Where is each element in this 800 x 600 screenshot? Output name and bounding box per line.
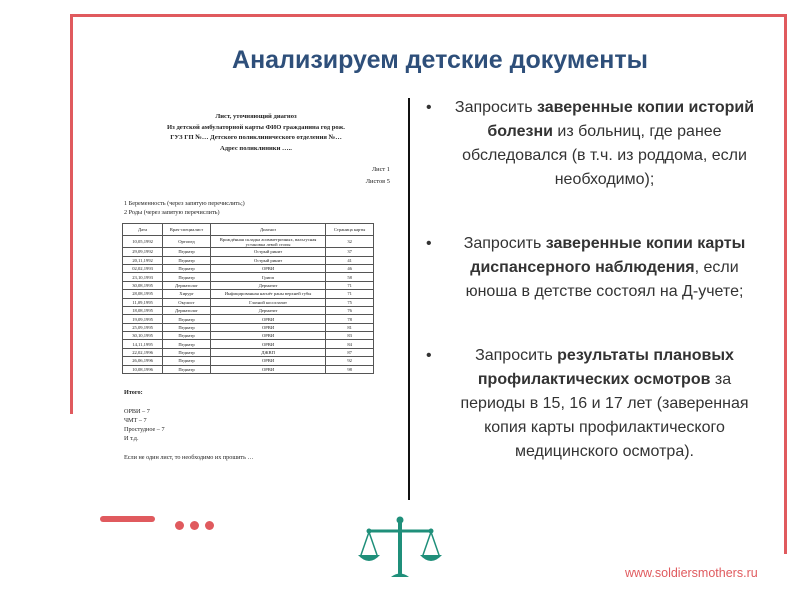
document-table-cell: Педиатр: [163, 315, 211, 323]
document-table-cell: 10,05,1992: [123, 236, 163, 248]
document-list-item: 1 Беременность (через запятую перечислить;): [124, 200, 245, 207]
document-table-row: [123, 248, 374, 256]
document-table-cell: Окулист: [163, 298, 211, 306]
document-table-row: [123, 323, 374, 331]
scales-of-justice-icon: [355, 515, 445, 585]
document-table-cell: 71: [326, 290, 374, 298]
document-table-cell: 83: [326, 332, 374, 340]
document-table-cell: Дерматит: [210, 281, 325, 289]
document-table-cell: Дерматолог: [163, 306, 211, 314]
document-table-cell: Педиатр: [163, 332, 211, 340]
document-table-cell: 46: [326, 264, 374, 272]
document-table-row: [123, 348, 374, 356]
document-table-header: Диагноз: [210, 224, 325, 236]
bullet-text-pre: Запросить: [454, 99, 537, 116]
document-table-cell: 32: [326, 236, 374, 248]
document-table-cell: Ортопед: [163, 236, 211, 248]
document-table-cell: 87: [326, 348, 374, 356]
document-table-row: [123, 315, 374, 323]
document-table-cell: 58: [326, 273, 374, 281]
document-table: [122, 223, 374, 374]
bullet-text-bold: заверенные копии историй болезни: [487, 99, 755, 140]
document-table-header-row: [123, 224, 374, 236]
document-table-cell: 23,10,1993: [123, 273, 163, 281]
document-table-cell: 98: [326, 365, 374, 373]
document-summary-line: ОРВИ – 7: [124, 408, 150, 416]
document-table-cell: Глазной косоглазит: [210, 298, 325, 306]
document-table-cell: 75: [326, 298, 374, 306]
document-table-row: [123, 298, 374, 306]
document-table-cell: Педиатр: [163, 248, 211, 256]
document-table-cell: Дерматит: [210, 306, 325, 314]
slide-title: Анализируем детские документы: [232, 46, 648, 74]
document-table-header: Страница карты: [326, 224, 374, 236]
bullet-dot-icon: •: [426, 347, 432, 364]
document-table-cell: 25,09,1995: [123, 323, 163, 331]
slide-frame-left-edge: [70, 14, 73, 414]
bullet-dot-icon: •: [426, 235, 432, 252]
document-header-line: Из детской амбулаторной карты ФИО гражданина год рож.: [167, 123, 345, 131]
document-table-row: [123, 281, 374, 289]
document-summary-line: Простудное – 7: [124, 426, 165, 434]
document-table-row: [123, 273, 374, 281]
document-table-cell: ДЖВП: [210, 348, 325, 356]
document-table-header: Дата: [123, 224, 163, 236]
document-table-cell: 14,11,1995: [123, 340, 163, 348]
document-table-row: [123, 365, 374, 373]
document-table-cell: Педиатр: [163, 365, 211, 373]
accent-dot: [175, 521, 184, 530]
bullet-text-bold: заверенные копии карты диспансерного наблюдения: [470, 235, 746, 276]
document-table-cell: Грипп: [210, 273, 325, 281]
bullet-text-post: из больниц, где ранее обследовался (в т.ч. из роддома, если необходимо);: [462, 123, 747, 188]
document-table-cell: ОРВИ: [210, 264, 325, 272]
document-list: [112, 200, 400, 217]
document-table-cell: ОРВИ: [210, 315, 325, 323]
accent-dot: [190, 521, 199, 530]
accent-dots: [175, 521, 214, 530]
document-table-row: [123, 256, 374, 264]
document-table-cell: Инфицированная нагнёт раны верхней губы: [210, 290, 325, 298]
document-table-cell: Педиатр: [163, 273, 211, 281]
document-table-cell: ОРВИ: [210, 357, 325, 365]
document-table-cell: Хирург: [163, 290, 211, 298]
document-summary: [112, 388, 400, 462]
document-table-cell: 71: [326, 281, 374, 289]
document-table-row: [123, 236, 374, 248]
document-table-cell: 26,06,1996: [123, 357, 163, 365]
document-table-cell: 29,09,1992: [123, 248, 163, 256]
document-table-cell: 19,09,1995: [123, 315, 163, 323]
bullet-text-pre: Запросить: [463, 235, 546, 252]
document-note: Если не один лист, то необходимо их прошить …: [124, 454, 254, 462]
bullet-item: [420, 232, 765, 304]
document-table-row: [123, 290, 374, 298]
document-table-cell: 10,08,1996: [123, 365, 163, 373]
document-table-cell: 76: [326, 306, 374, 314]
document-table-cell: Педиатр: [163, 256, 211, 264]
bullet-text-post: за периоды в 15, 16 и 17 лет (заверенная копия карты профилактического медицинского осмотра).: [460, 371, 749, 460]
document-table-row: [123, 357, 374, 365]
document-table-cell: Дерматолог: [163, 281, 211, 289]
document-table-cell: 92: [326, 357, 374, 365]
document-table-cell: 37: [326, 248, 374, 256]
document-table-cell: 84: [326, 340, 374, 348]
bullet-item: [420, 96, 765, 192]
document-header-line: Адрес поликлиники …..: [220, 144, 292, 152]
accent-bar: [100, 516, 155, 522]
document-table-cell: Врождённая складка асимметричных, вальгусная установка левой стопы: [210, 236, 325, 248]
document-table-cell: 78: [326, 315, 374, 323]
document-table-header: Врач-специалист: [163, 224, 211, 236]
document-summary-title: Итого:: [124, 389, 143, 397]
document-table-cell: 81: [326, 323, 374, 331]
document-table-cell: 22,02,1996: [123, 348, 163, 356]
bullet-item: [420, 344, 765, 464]
document-table-cell: 20,11,1992: [123, 256, 163, 264]
document-table-cell: 41: [326, 256, 374, 264]
bullet-dot-icon: •: [426, 99, 432, 116]
document-table-body: [123, 236, 374, 374]
document-table-cell: Педиатр: [163, 348, 211, 356]
column-divider: [408, 98, 410, 500]
accent-dot: [205, 521, 214, 530]
document-table-cell: 02,02,1993: [123, 264, 163, 272]
document-table-cell: 30,10,1995: [123, 332, 163, 340]
document-table-row: [123, 306, 374, 314]
document-table-cell: ОРВИ: [210, 340, 325, 348]
document-table-cell: 30,08,1995: [123, 281, 163, 289]
document-sheet-count: [112, 164, 400, 188]
document-summary-line: ЧМТ – 7: [124, 417, 147, 425]
document-table-row: [123, 264, 374, 272]
document-table-row: [123, 332, 374, 340]
document-header-line: ГУЗ ГП №… Детского поликлинического отделения №…: [170, 134, 342, 141]
document-sheet-line: Листов 5: [365, 178, 390, 185]
document-table-cell: Острый ринит: [210, 248, 325, 256]
document-table-cell: 18,08,1995: [123, 306, 163, 314]
document-header-line: Лист, уточняющий диагноз: [215, 113, 297, 120]
document-table-cell: 28,08,1995: [123, 290, 163, 298]
document-table-cell: 11,09,1995: [123, 298, 163, 306]
document-table-cell: ОРВИ: [210, 323, 325, 331]
document-table-row: [123, 340, 374, 348]
document-table-cell: ОРВИ: [210, 365, 325, 373]
document-sheet-line: Лист 1: [371, 166, 390, 173]
bullet-text-pre: Запросить: [475, 347, 558, 364]
document-table-cell: Педиатр: [163, 357, 211, 365]
document-table-cell: Педиатр: [163, 323, 211, 331]
bullet-text-post: , если юноша в детстве состоял на Д-учете;: [465, 259, 744, 300]
bullet-text-bold: результаты плановых профилактических осмотров: [477, 347, 734, 388]
document-summary-line: И т.д.: [124, 435, 139, 443]
document-image: [112, 98, 400, 488]
document-table-cell: Острый ринит: [210, 256, 325, 264]
website-link[interactable]: www.soldiersmothers.ru: [625, 566, 758, 580]
document-header: [112, 112, 400, 154]
document-list-item: 2 Роды (через запятую перечислить): [124, 208, 220, 216]
bullet-list: [420, 96, 765, 464]
document-table-cell: ОРВИ: [210, 332, 325, 340]
document-table-cell: Педиатр: [163, 340, 211, 348]
document-table-cell: Педиатр: [163, 264, 211, 272]
